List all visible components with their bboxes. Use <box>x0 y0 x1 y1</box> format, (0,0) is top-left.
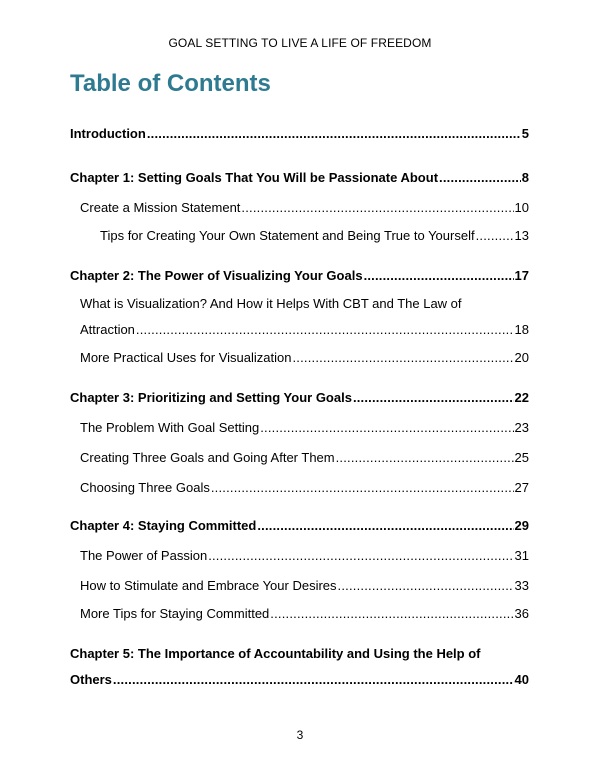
toc-leader-dots <box>241 200 513 216</box>
toc-entry-stimulate-desires[interactable] <box>80 578 529 594</box>
toc-leader-dots <box>476 228 514 244</box>
toc-entry-tips-staying-committed[interactable] <box>80 606 529 622</box>
toc-entry-page: 10 <box>514 200 529 215</box>
page-title: Table of Contents <box>70 70 271 97</box>
toc-entry-page: 8 <box>521 170 529 185</box>
toc-entry-title: Introduction <box>70 126 146 141</box>
page-number: 3 <box>296 728 304 742</box>
running-header: GOAL SETTING TO LIVE A LIFE OF FREEDOM <box>168 36 432 50</box>
toc-leader-dots <box>292 350 513 366</box>
toc-entry-title: Create a Mission Statement <box>80 200 241 215</box>
toc-entry-problem-goal-setting[interactable] <box>80 420 529 436</box>
toc-entry-title: Chapter 1: Setting Goals That You Will be Passionate About <box>70 170 439 185</box>
toc-entry-practical-uses[interactable] <box>80 350 529 366</box>
toc-entry-page: 36 <box>514 606 529 621</box>
toc-entry-title: Attraction <box>80 322 135 337</box>
toc-entry-page: 25 <box>514 450 529 465</box>
toc-leader-dots <box>208 548 513 564</box>
toc-leader-dots <box>260 420 513 436</box>
toc-entry-title: Chapter 4: Staying Committed <box>70 518 257 533</box>
toc-entry-page: 20 <box>514 350 529 365</box>
toc-entry-title: The Problem With Goal Setting <box>80 420 260 435</box>
toc-entry-page: 22 <box>514 390 529 405</box>
toc-entry-chapter-1[interactable] <box>70 170 529 186</box>
toc-leader-dots <box>147 126 521 142</box>
toc-entry-page: 40 <box>514 672 529 687</box>
toc-entry-title: More Tips for Staying Committed <box>80 606 270 621</box>
toc-entry-visualization-line1[interactable]: What is Visualization? And How it Helps With CBT and The Law of <box>80 296 462 311</box>
toc-entry-visualization[interactable] <box>80 322 529 338</box>
toc-entry-page: 18 <box>514 322 529 337</box>
toc-entry-chapter-2[interactable] <box>70 268 529 284</box>
toc-entry-introduction[interactable] <box>70 126 529 142</box>
toc-entry-chapter-3[interactable] <box>70 390 529 406</box>
toc-entry-page: 13 <box>514 228 529 243</box>
toc-entry-chapter-5[interactable] <box>70 672 529 688</box>
toc-entry-power-of-passion[interactable] <box>80 548 529 564</box>
toc-leader-dots <box>136 322 514 338</box>
toc-entry-page: 29 <box>514 518 529 533</box>
toc-entry-tips-own-statement[interactable] <box>100 228 529 244</box>
toc-entry-creating-three-goals[interactable] <box>80 450 529 466</box>
toc-entry-title: The Power of Passion <box>80 548 208 563</box>
toc-entry-title: Choosing Three Goals <box>80 480 210 495</box>
toc-leader-dots <box>364 268 514 284</box>
toc-entry-chapter-5-line1[interactable]: Chapter 5: The Importance of Accountability and Using the Help of <box>70 646 481 661</box>
toc-entry-title: Creating Three Goals and Going After Them <box>80 450 335 465</box>
toc-entry-page: 27 <box>514 480 529 495</box>
toc-entry-title: Chapter 2: The Power of Visualizing Your Goals <box>70 268 363 283</box>
toc-leader-dots <box>338 578 514 594</box>
toc-entry-choosing-three-goals[interactable] <box>80 480 529 496</box>
toc-leader-dots <box>113 672 514 688</box>
toc-entry-page: 31 <box>514 548 529 563</box>
toc-leader-dots <box>257 518 513 534</box>
toc-entry-chapter-4[interactable] <box>70 518 529 534</box>
toc-entry-title: Tips for Creating Your Own Statement and Being True to Yourself <box>100 228 475 243</box>
toc-leader-dots <box>270 606 513 622</box>
toc-entry-page: 23 <box>514 420 529 435</box>
toc-entry-title: How to Stimulate and Embrace Your Desires <box>80 578 337 593</box>
toc-entry-title: More Practical Uses for Visualization <box>80 350 292 365</box>
toc-leader-dots <box>211 480 514 496</box>
toc-entry-title: Chapter 3: Prioritizing and Setting Your Goals <box>70 390 352 405</box>
toc-entry-page: 33 <box>514 578 529 593</box>
toc-leader-dots <box>353 390 514 406</box>
toc-entry-page: 17 <box>514 268 529 283</box>
toc-entry-page: 5 <box>521 126 529 141</box>
toc-leader-dots <box>336 450 514 466</box>
toc-entry-mission-statement[interactable] <box>80 200 529 216</box>
toc-entry-title: Others <box>70 672 112 687</box>
toc-leader-dots <box>439 170 521 186</box>
